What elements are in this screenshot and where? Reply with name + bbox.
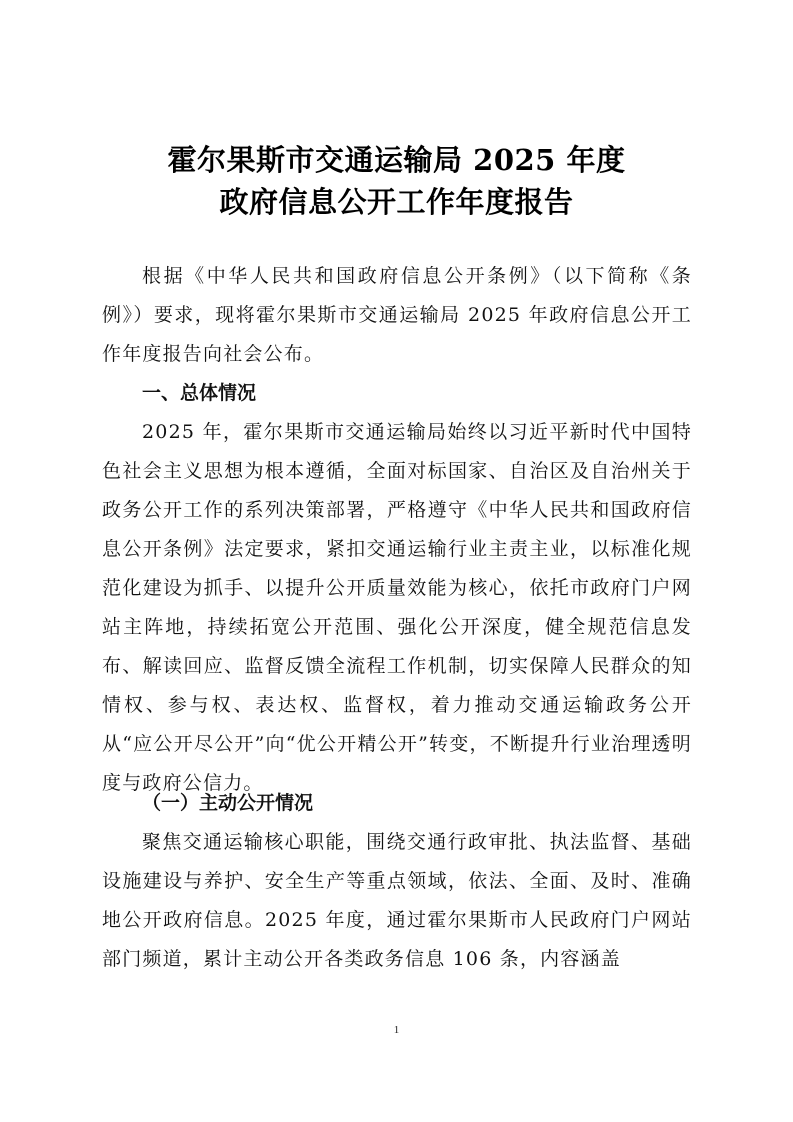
overview-paragraph: 2025 年，霍尔果斯市交通运输局始终以习近平新时代中国特色社会主义思想为根本遵循，全面对标国家、自治区及自治州关于政务公开工作的系列决策部署，严格遵守《中华人民共和国政府信息公开条例》法定要求，紧扣交通运输行业主责主业，以标准化规范化建设为抓手、以提升公开质量效能为核心，依托市政府门户网站主阵地，持续拓宽公开范围、强化公开深度，健全规范信息发布、解读回应、监督反馈全流程工作机制，切实保障人民群众的知情权、参与权、表达权、监督权，着力推动交通运输政务公开从“应公开尽公开”向“优公开精公开”转变，不断提升行业治理透明度与政府公信力。 — [102, 421, 692, 794]
report-title-line-2: 政府信息公开工作年度报告 — [219, 185, 574, 219]
page-number: 1 — [393, 1024, 400, 1036]
overview-block — [102, 413, 692, 803]
intro-paragraph: 根据《中华人民共和国政府信息公开条例》（以下简称《条例》）要求，现将霍尔果斯市交通运输局 2025 年政府信息公开工作年度报告向社会公布。 — [102, 265, 692, 365]
proactive-disclosure-block — [102, 823, 692, 979]
section-heading-overview: 一、总体情况 — [142, 382, 257, 404]
subsection-heading-proactive-disclosure: （一）主动公开情况 — [142, 792, 314, 814]
intro-block — [102, 257, 692, 374]
report-title-line-1: 霍尔果斯市交通运输局 2025 年度 — [167, 143, 626, 177]
proactive-disclosure-paragraph: 聚焦交通运输核心职能，围绕交通行政审批、执法监督、基础设施建设与养护、安全生产等重点领域，依法、全面、及时、准确地公开政府信息。2025 年度，通过霍尔果斯市人民政府门户网站部门频道，累计主动公开各类政务信息 106 条，内容涵盖 — [102, 831, 692, 970]
